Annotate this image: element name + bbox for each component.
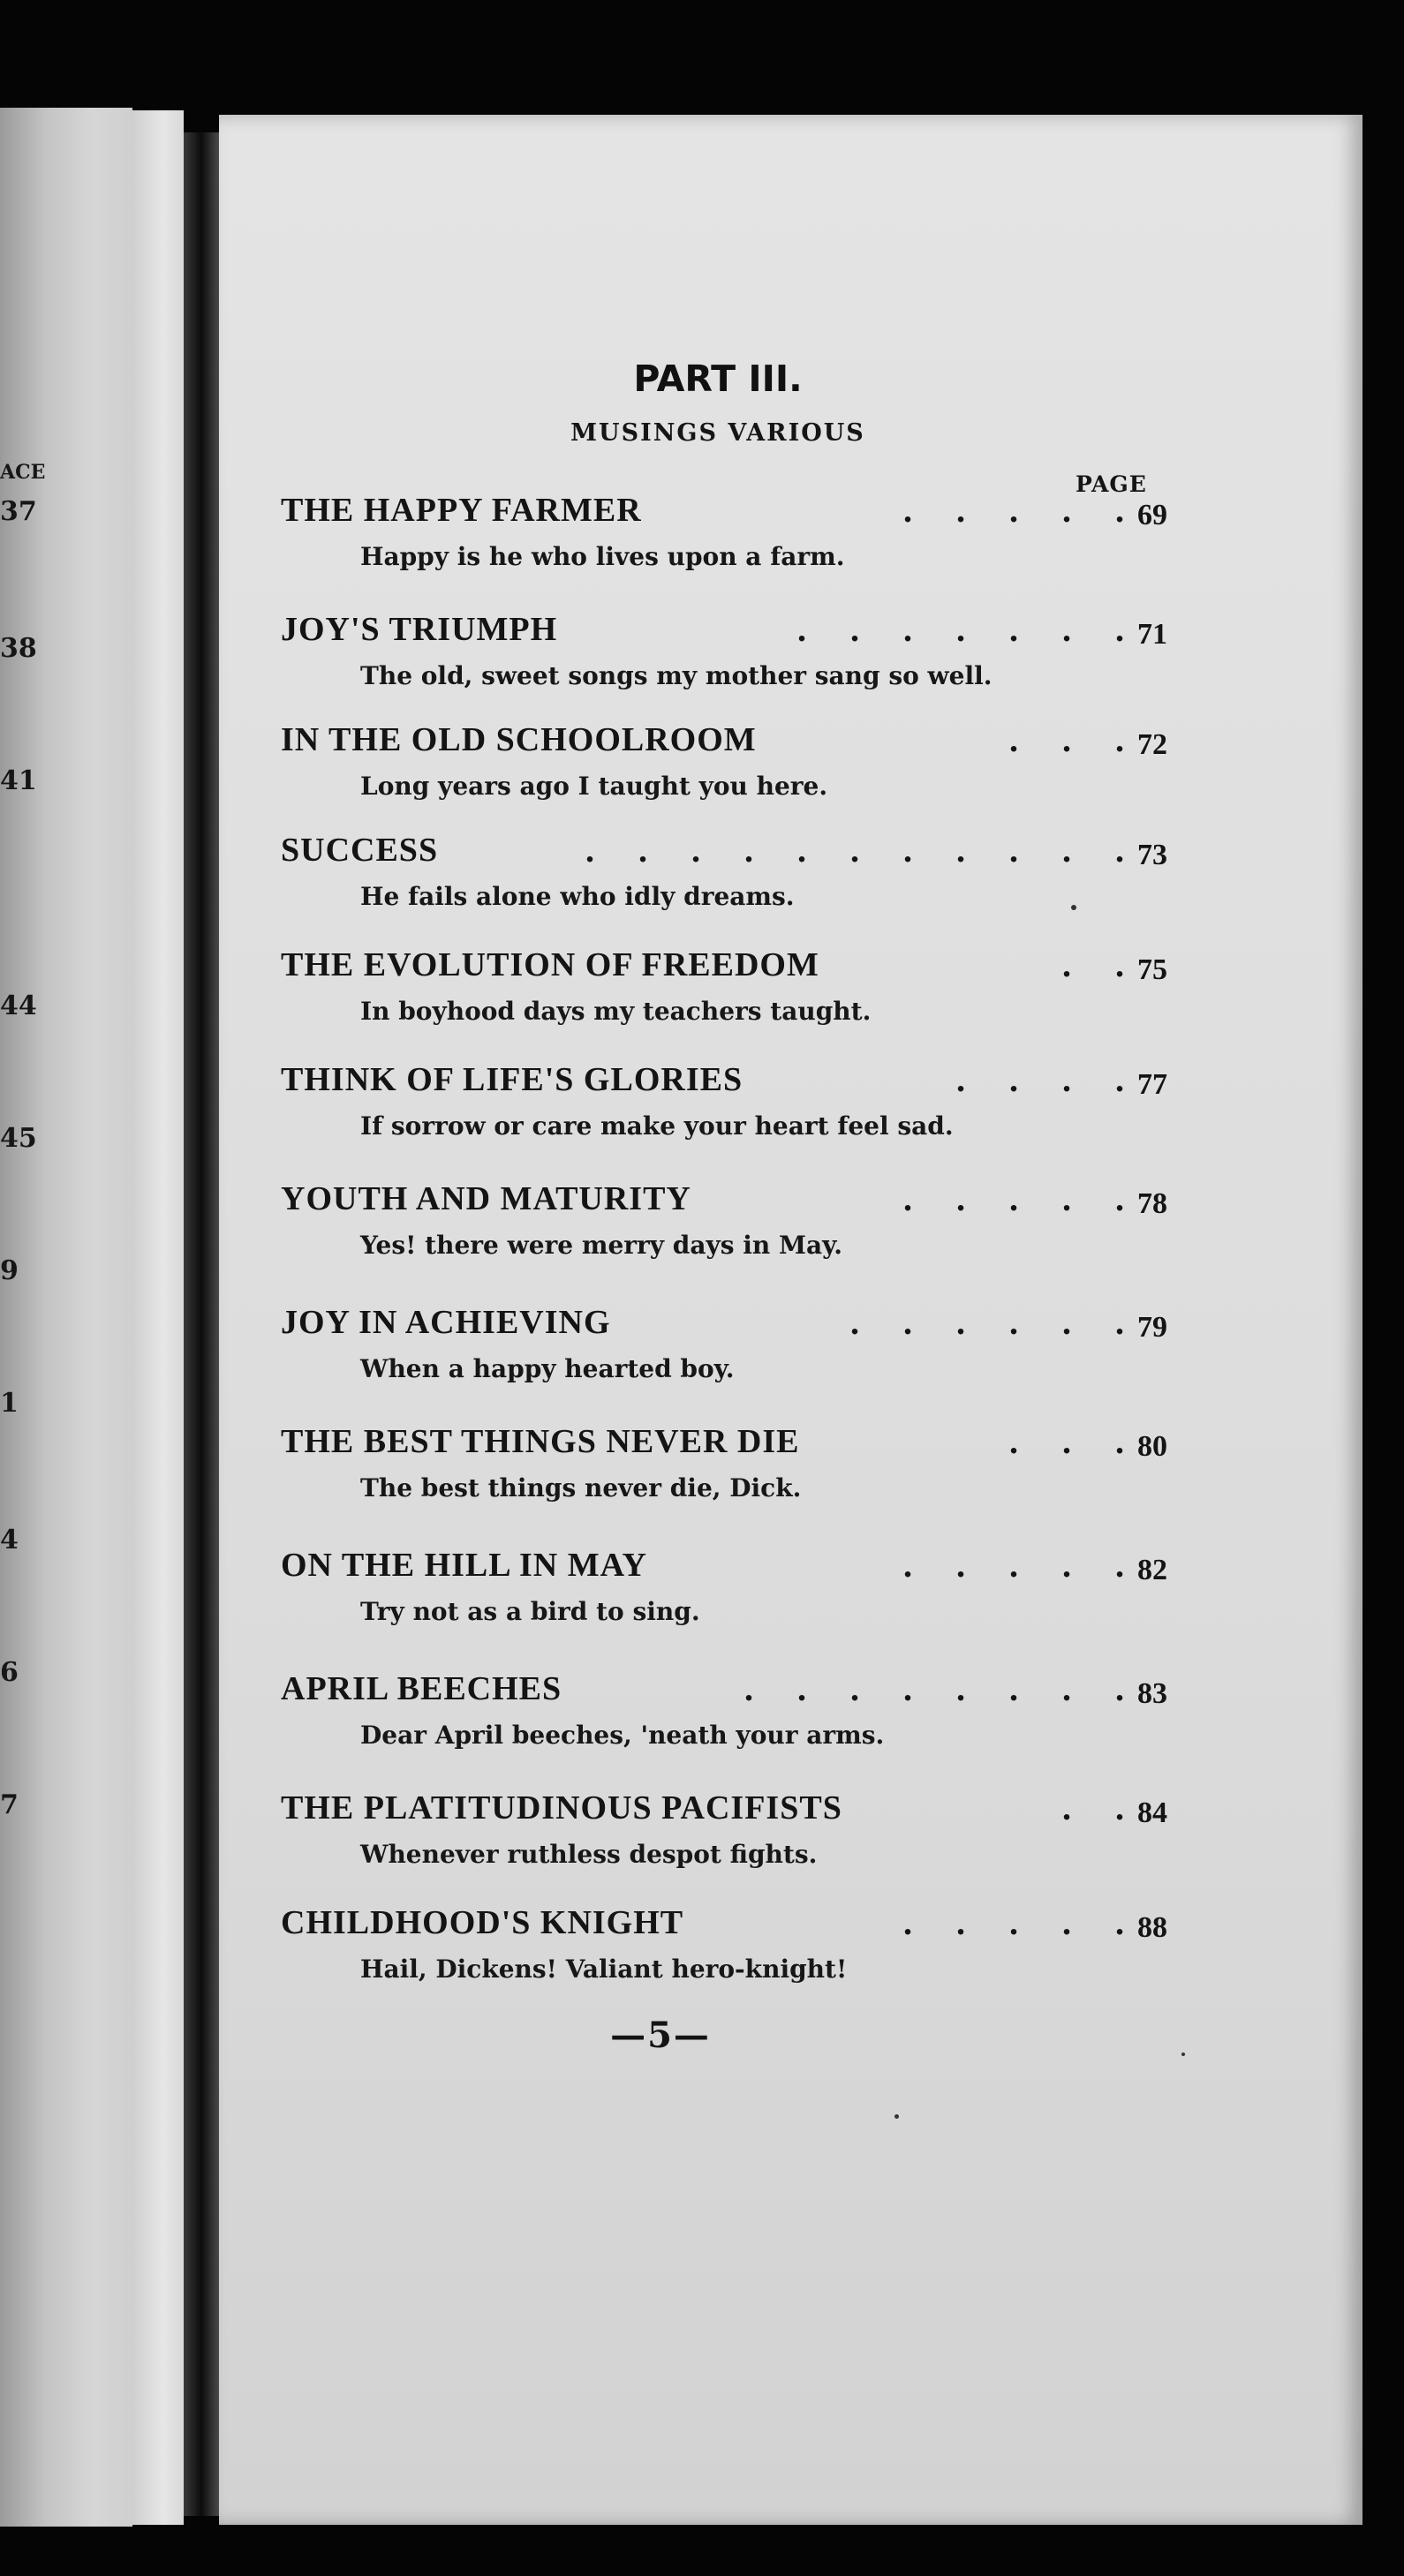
toc-entry-first-line: Happy is he who lives upon a farm.: [360, 542, 845, 571]
left-page-number: 41: [0, 765, 37, 796]
toc-leader-dots: . . .: [1009, 719, 1124, 759]
part-title: PART III.: [633, 358, 803, 400]
toc-entry-title: JOY IN ACHIEVING: [281, 1304, 611, 1341]
left-page-number: 38: [0, 633, 37, 664]
toc-entry-title: THE BEST THINGS NEVER DIE: [281, 1423, 800, 1460]
toc-entry-title: APRIL BEECHES: [281, 1670, 562, 1707]
toc-entry-page: 73: [1137, 839, 1167, 871]
toc-entry: [281, 1540, 1208, 1646]
toc-entry-first-line: When a happy hearted boy.: [360, 1354, 735, 1383]
toc-entry-page: 82: [1137, 1554, 1167, 1586]
toc-entry-first-line: Long years ago I taught you here.: [360, 772, 828, 801]
toc-entry-page: 83: [1137, 1677, 1167, 1710]
toc-entry: [281, 1898, 1208, 2004]
left-page-number: 4: [0, 1525, 19, 1555]
toc-leader-dots: . . . . .: [903, 1545, 1124, 1585]
toc-entry: [281, 1174, 1208, 1280]
toc-leader-dots: . . . . . . .: [797, 609, 1124, 649]
toc-entry-first-line: If sorrow or care make your heart feel sad.: [360, 1111, 954, 1141]
page-folio: —5—: [610, 2015, 711, 2056]
toc-entry-title: YOUTH AND MATURITY: [281, 1180, 691, 1217]
toc-entry-title: CHILDHOOD'S KNIGHT: [281, 1904, 684, 1941]
toc-entry-first-line: He fails alone who idly dreams.: [360, 882, 795, 911]
toc-leader-dots: . . . .: [956, 1059, 1124, 1099]
toc-entry-title: THE HAPPY FARMER: [281, 492, 642, 529]
toc-entry-first-line: Yes! there were merry days in May.: [360, 1231, 842, 1260]
toc-entry: [281, 605, 1208, 711]
toc-entry-page: 88: [1137, 1911, 1167, 1944]
toc-entry-first-line: The old, sweet songs my mother sang so well.: [360, 661, 993, 690]
toc-entry-page: 71: [1137, 618, 1167, 651]
toc-entry-page: 77: [1137, 1068, 1167, 1101]
toc-entry-title: ON THE HILL IN MAY: [281, 1547, 647, 1584]
contents-page: [219, 115, 1362, 2525]
book-gutter: [132, 110, 184, 2525]
toc-leader-dots: . . . . .: [903, 1179, 1124, 1218]
toc-leader-dots: . . .: [1009, 1421, 1124, 1461]
scan-speck: [894, 2114, 899, 2119]
toc-entry-title: THE EVOLUTION OF FREEDOM: [281, 946, 819, 983]
toc-entry: [281, 486, 1208, 591]
left-page-number: 37: [0, 496, 37, 527]
toc-leader-dots: . . . . . .: [850, 1302, 1124, 1342]
toc-leader-dots: . . . . .: [903, 490, 1124, 530]
toc-entry-first-line: Dear April beeches, 'neath your arms.: [360, 1721, 885, 1750]
toc-entry-page: 72: [1137, 728, 1167, 761]
toc-entry-title: THE PLATITUDINOUS PACIFISTS: [281, 1789, 842, 1827]
toc-entry-first-line: The best things never die, Dick.: [360, 1473, 802, 1503]
left-page-number: 44: [0, 990, 37, 1021]
toc-entry-title: SUCCESS: [281, 832, 439, 869]
toc-leader-dots: . . . . . . . . . . .: [585, 830, 1124, 870]
toc-entry-page: 78: [1137, 1187, 1167, 1220]
toc-entry-first-line: Try not as a bird to sing.: [360, 1597, 700, 1626]
toc-leader-dots: . . . . .: [903, 1902, 1124, 1942]
book-spine-shadow: [184, 132, 219, 2516]
scan-speck: [1071, 905, 1076, 910]
left-page-number: 1: [0, 1388, 19, 1419]
toc-entry-page: 79: [1137, 1311, 1167, 1344]
toc-entry-page: 80: [1137, 1430, 1167, 1463]
toc-entry: [281, 940, 1208, 1046]
toc-entry: [281, 1417, 1208, 1523]
toc-leader-dots: . . . . . . . .: [744, 1668, 1124, 1708]
toc-entry-page: 75: [1137, 953, 1167, 986]
page-column-label: PAGE: [1076, 471, 1147, 497]
toc-entry: [281, 1055, 1208, 1161]
toc-leader-dots: . .: [1062, 1788, 1124, 1827]
toc-entry-first-line: In boyhood days my teachers taught.: [360, 997, 872, 1026]
toc-entry: [281, 1664, 1208, 1770]
left-page-number: 6: [0, 1657, 19, 1688]
toc-entry-first-line: Hail, Dickens! Valiant hero-knight!: [360, 1955, 848, 1984]
left-page: [0, 108, 132, 2527]
toc-leader-dots: . .: [1062, 945, 1124, 984]
toc-entry: [281, 1783, 1208, 1889]
left-page-number: 9: [0, 1255, 19, 1286]
toc-entry-title: THINK OF LIFE'S GLORIES: [281, 1061, 744, 1098]
scan-speck: [1181, 2053, 1185, 2056]
left-page-label: ACE: [0, 461, 46, 484]
toc-entry-title: JOY'S TRIUMPH: [281, 611, 558, 648]
left-page-number: 45: [0, 1123, 37, 1154]
toc-entry-first-line: Whenever ruthless despot fights.: [360, 1840, 818, 1869]
toc-entry-page: 84: [1137, 1796, 1167, 1829]
toc-entry: [281, 825, 1208, 931]
toc-entry-title: IN THE OLD SCHOOLROOM: [281, 721, 757, 758]
toc-entry-page: 69: [1137, 499, 1167, 531]
toc-entry: [281, 1298, 1208, 1404]
toc-entry: [281, 715, 1208, 821]
part-subtitle: MUSINGS VARIOUS: [570, 419, 865, 447]
left-page-number: 7: [0, 1789, 19, 1820]
